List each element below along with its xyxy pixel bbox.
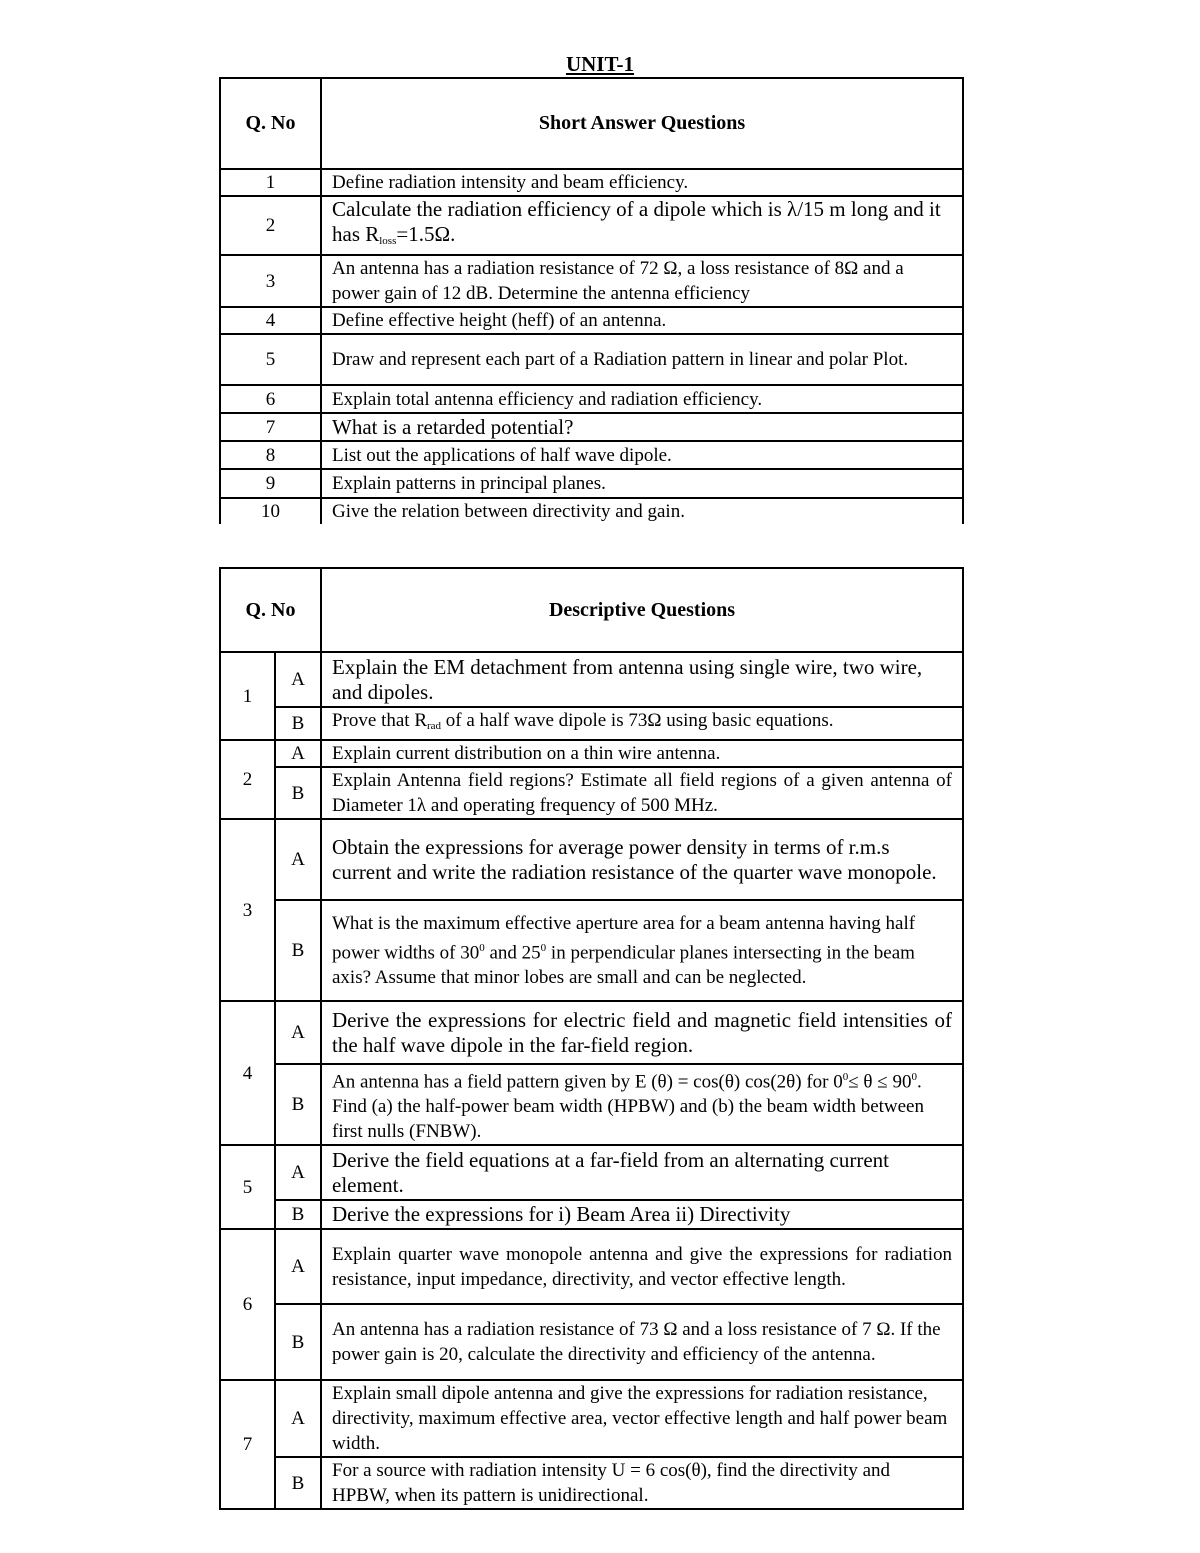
question-number: 2 [220,196,321,255]
table-row [220,255,963,307]
table-row [220,1380,963,1457]
question-text: Explain the EM detachment from antenna using single wire, two wire, and dipoles. [321,652,963,707]
question-text: Explain patterns in principal planes. [321,469,963,498]
question-number: 5 [220,334,321,385]
question-text-part: in perpendicular planes intersecting in the beam axis? Assume that minor lobes are small and can be neglected. [332,942,915,989]
question-number: 9 [220,469,321,498]
table-row [220,413,963,441]
table-row [220,498,963,524]
question-number: 6 [220,1229,275,1380]
table-row [220,652,963,707]
question-number: 7 [220,413,321,441]
question-text: Obtain the expressions for average power density in terms of r.m.s current and write the radiation resistance of the quarter wave monopole. [321,819,963,900]
subscript: rad [427,720,442,732]
question-text: Explain total antenna efficiency and radiation efficiency. [321,385,963,413]
question-text [321,1064,963,1145]
question-text-part: ≤ θ ≤ 90 [848,1071,912,1093]
part-label: A [275,819,321,900]
superscript: 0 [540,941,547,954]
part-label: B [275,1304,321,1380]
question-number: 1 [220,652,275,740]
question-text-part: . Find (a) the half-power beam width (HPBW) and (b) the beam width between first nulls (FNBW). [332,1071,924,1143]
table-row [220,1200,963,1229]
part-label: A [275,740,321,767]
question-text-part: Prove that R [332,710,427,731]
qno-header: Q. No [220,568,321,652]
question-text: Draw and represent each part of a Radiation pattern in linear and polar Plot. [321,334,963,385]
part-label: B [275,1064,321,1145]
part-label: A [275,1380,321,1457]
question-text-part: and 25 [484,942,541,964]
table-header-row [220,78,963,169]
question-number: 10 [220,498,321,524]
superscript: 0 [479,941,485,954]
part-label: B [275,1200,321,1229]
question-number: 5 [220,1145,275,1229]
subscript: loss [379,235,397,247]
table-row [220,1145,963,1200]
short-answer-header: Short Answer Questions [321,78,963,169]
part-label: B [275,707,321,740]
superscript: 0 [842,1071,849,1083]
question-number: 2 [220,740,275,819]
question-number: 4 [220,1001,275,1145]
superscript: 0 [911,1071,917,1083]
question-text-part: =1.5Ω. [396,222,456,246]
question-text: Give the relation between directivity and gain. [321,498,963,524]
question-text: Define effective height (heff) of an antenna. [321,307,963,334]
part-label: A [275,1229,321,1304]
question-number: 3 [220,255,321,307]
table-row [220,707,963,740]
question-text: Derive the expressions for i) Beam Area ii) Directivity [321,1200,963,1229]
question-text: An antenna has a radiation resistance of 72 Ω, a loss resistance of 8Ω and a power gain of 12 dB. Determine the antenna efficiency [321,255,963,307]
descriptive-header: Descriptive Questions [321,568,963,652]
short-answer-table [219,77,964,524]
table-row [220,1064,963,1145]
question-text: Explain current distribution on a thin wire antenna. [321,740,963,767]
table-row [220,169,963,196]
part-label: B [275,1457,321,1509]
table-row [220,740,963,767]
table-row [220,1457,963,1509]
table-row [220,196,963,255]
question-text: For a source with radiation intensity U = 6 cos(θ), find the directivity and HPBW, when its pattern is unidirectional. [321,1457,963,1509]
question-text: Explain quarter wave monopole antenna and give the expressions for radiation resistance, input impedance, directivity, and vector effective length. [321,1229,963,1304]
question-number: 7 [220,1380,275,1509]
descriptive-table [219,567,964,1510]
table-row [220,307,963,334]
table-row [220,819,963,900]
question-text: Derive the expressions for electric field and magnetic field intensities of the half wave dipole in the far-field region. [321,1001,963,1064]
table-row [220,469,963,498]
question-text-part: Calculate the radiation efficiency of a dipole which is λ/15 m long and it has R [332,197,941,246]
question-text: Define radiation intensity and beam efficiency. [321,169,963,196]
question-text: Derive the field equations at a far-field from an alternating current element. [321,1145,963,1200]
table-row [220,334,963,385]
table-row [220,385,963,413]
question-text: An antenna has a radiation resistance of 73 Ω and a loss resistance of 7 Ω. If the power gain is 20, calculate the directivity and efficiency of the antenna. [321,1304,963,1380]
question-number: 1 [220,169,321,196]
table-row [220,767,963,819]
part-label: A [275,652,321,707]
part-label: B [275,767,321,819]
question-text: Explain Antenna field regions? Estimate all field regions of a given antenna of Diameter 1λ and operating frequency of 500 MHz. [321,767,963,819]
question-number: 4 [220,307,321,334]
question-text-part: An antenna has a field pattern given by E (θ) = cos(θ) cos(2θ) for 0 [332,1071,843,1093]
part-label: A [275,1001,321,1064]
question-number: 3 [220,819,275,1001]
table-row [220,1001,963,1064]
table-header-row [220,568,963,652]
qno-header: Q. No [220,78,321,169]
table-row [220,1304,963,1380]
table-row [220,900,963,1001]
question-text [321,707,963,740]
question-text: Explain small dipole antenna and give the expressions for radiation resistance, directivity, maximum effective area, vector effective length and half power beam width. [321,1380,963,1457]
question-text-part: of a half wave dipole is 73Ω using basic equations. [441,710,834,731]
unit-title: UNIT-1 [565,52,635,76]
question-text [321,900,963,1001]
question-text: What is a retarded potential? [321,413,963,441]
question-number: 6 [220,385,321,413]
question-number: 8 [220,441,321,469]
table-row [220,441,963,469]
question-text [321,196,963,255]
question-text: List out the applications of half wave dipole. [321,441,963,469]
part-label: B [275,900,321,1001]
table-row [220,1229,963,1304]
question-text-part: What is the maximum effective aperture area for a beam antenna having half power widths of 30 [332,912,916,964]
part-label: A [275,1145,321,1200]
